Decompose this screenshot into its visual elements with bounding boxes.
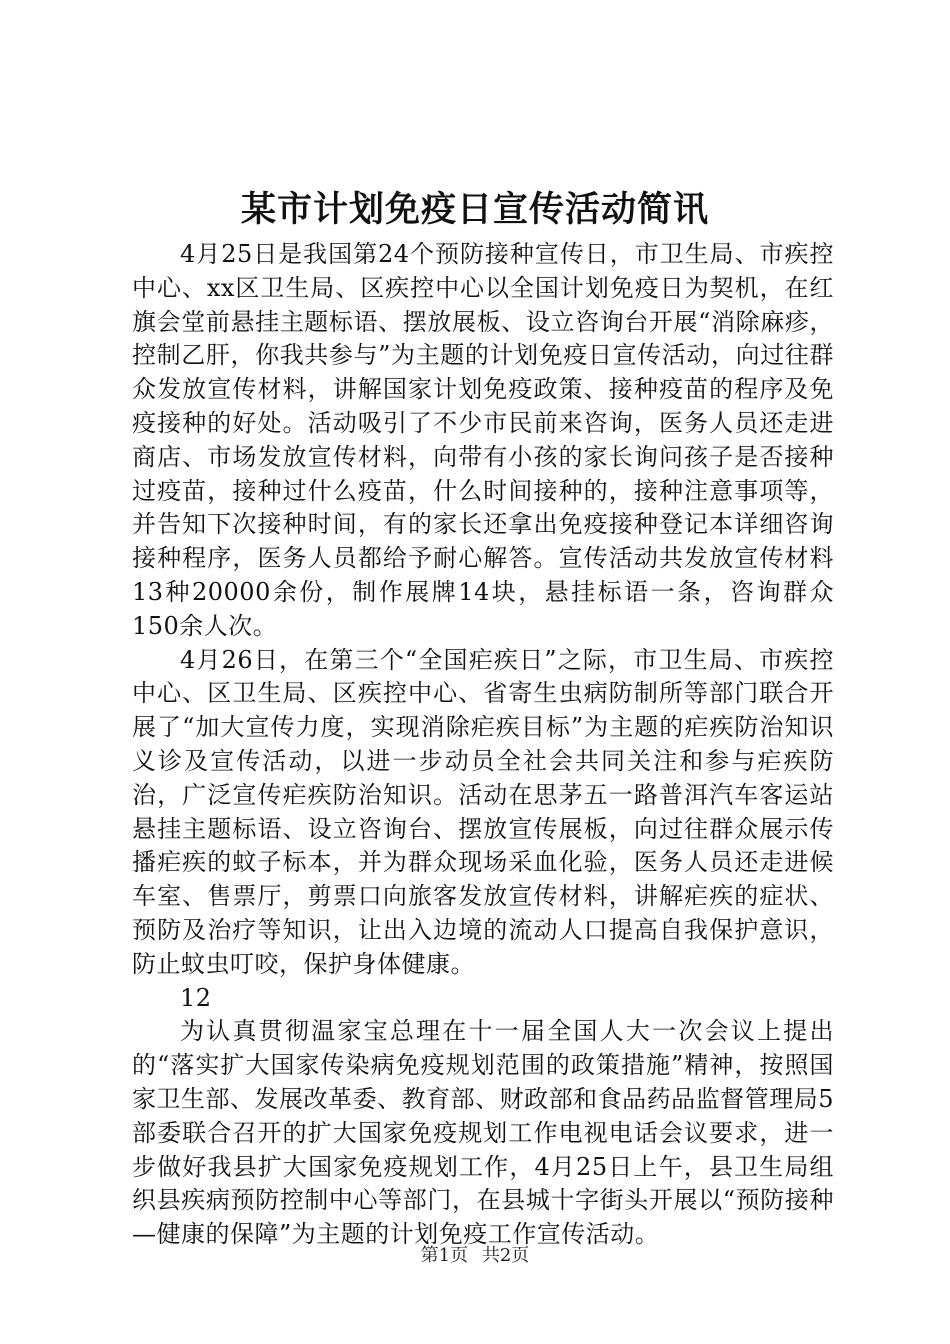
page-number: 第1页 <box>420 1245 469 1266</box>
paragraph-county-campaign: 为认真贯彻温家宝总理在十一届全国人大一次会议上提出的“落实扩大国家传染病免疫规划范围的政策措施”精神，按照国家卫生部、发展改革委、教育部、财政部和食品药品监督管理局5部委联合召开的扩大国家免疫规划工作电视电话会议要求，进一步做好我县扩大国家免疫规划工作，4月25日上午，县卫生局组织县疾病预防控制中心等部门，在县城十字街头开展以“预防接种—健康的保障”为主题的计划免疫工作宣传活动。 <box>132 1017 834 1249</box>
paragraph-vaccination-day: 4月25日是我国第24个预防接种宣传日，市卫生局、市疾控中心、xx区卫生局、区疾控中心以全国计划免疫日为契机，在红旗会堂前悬挂主题标语、摆放展板、设立咨询台开展“消除麻疹，控制乙肝，你我共参与”为主题的计划免疫日宣传活动，向过往群众发放宣传材料，讲解国家计划免疫政策、接种疫苗的程序及免疫接种的好处。活动吸引了不少市民前来咨询，医务人员还走进商店、市场发放宣传材料，向带有小孩的家长询问孩子是否接种过疫苗，接种过什么疫苗，什么时间接种的，接种注意事项等，并告知下次接种时间，有的家长还拿出免疫接种登记本详细咨询接种程序，医务人员都给予耐心解答。宣传活动共发放宣传材料13种20000余份，制作展牌14块，悬挂标语一条，咨询群众150余人次。 <box>132 240 834 640</box>
page-footer <box>0 1244 950 1268</box>
paragraph-malaria-day: 4月26日，在第三个“全国疟疾日”之际，市卫生局、市疾控中心、区卫生局、区疾控中心、省寄生虫病防制所等部门联合开展了“加大宣传力度，实现消除疟疾目标”为主题的疟疾防治知识义诊及宣传活动，以进一步动员全社会共同关注和参与疟疾防治，广泛宣传疟疾防治知识。活动在思茅五一路普洱汽车客运站悬挂主题标语、设立咨询台、摆放宣传展板，向过往群众展示传播疟疾的蚊子标本，并为群众现场采血化验，医务人员还走进候车室、售票厅，剪票口向旅客发放宣传材料，讲解疟疾的症状、预防及治疗等知识，让出入边境的流动人口提高自我保护意识，防止蚊虫叮咬，保护身体健康。 <box>132 645 834 978</box>
page-total: 共2页 <box>481 1245 530 1266</box>
paragraph-number: 12 <box>180 983 212 1012</box>
document-title: 某市计划免疫日宣传活动简讯 <box>240 189 709 230</box>
document-body <box>132 238 834 1252</box>
